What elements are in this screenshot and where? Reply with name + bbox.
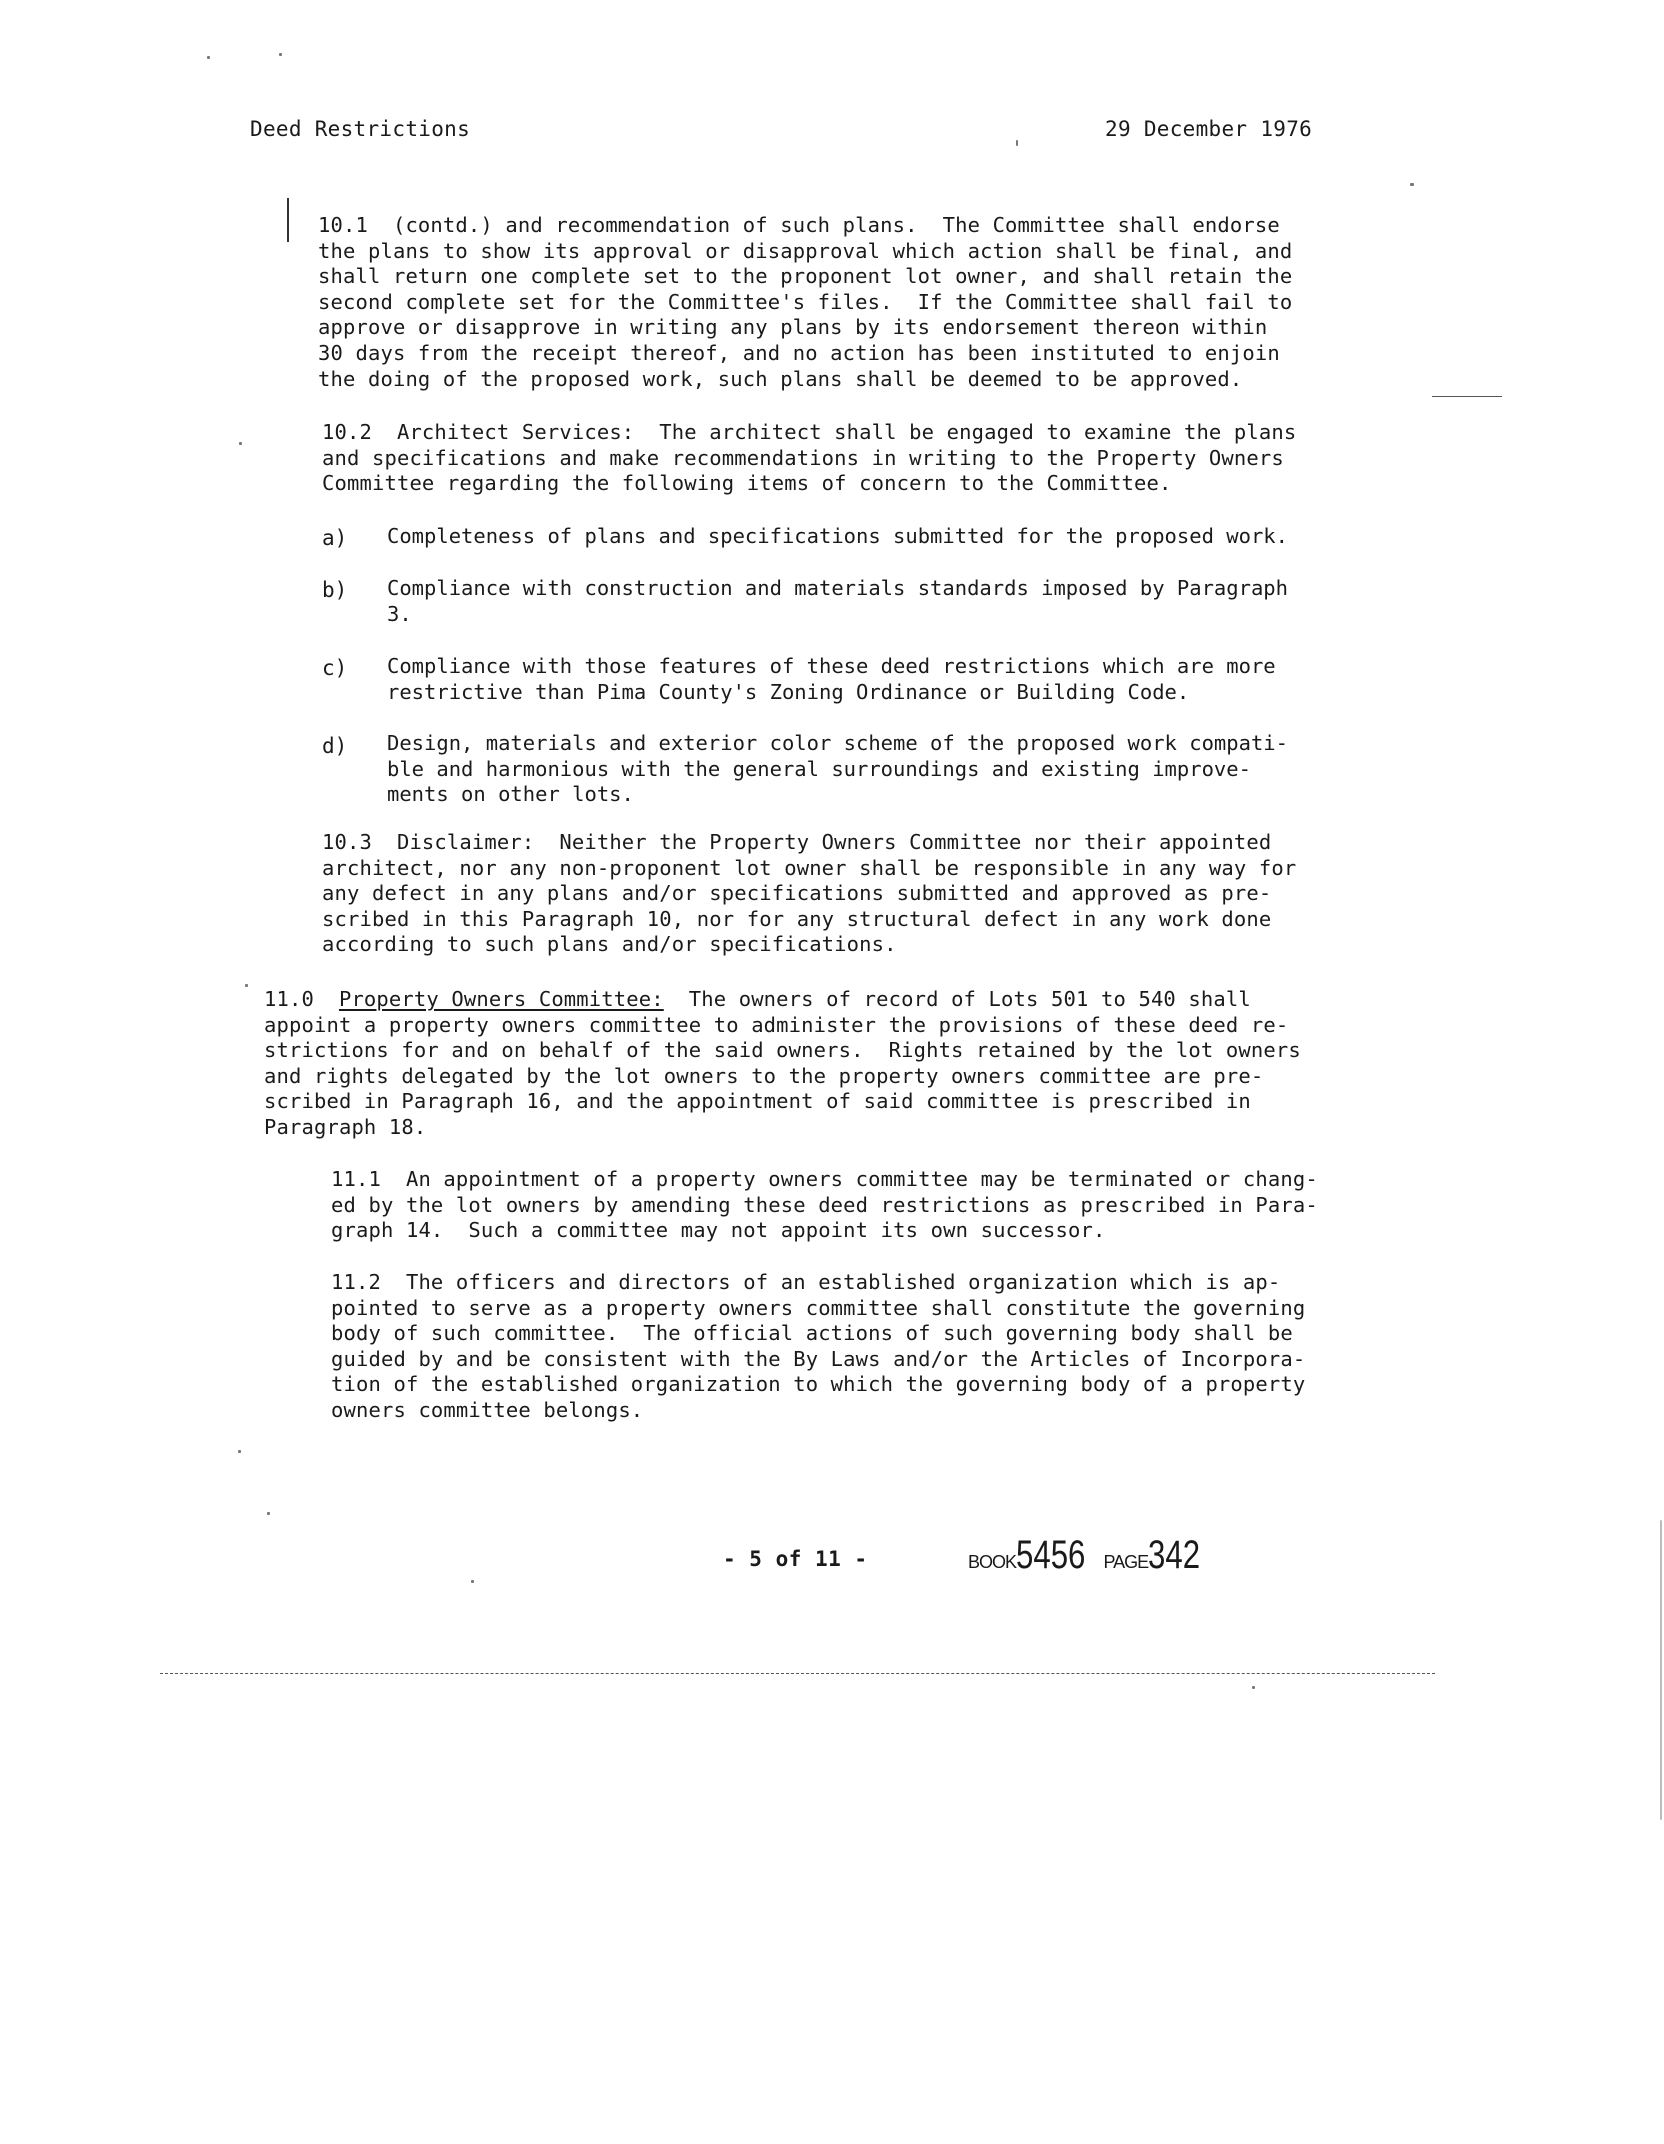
paragraph-line: the doing of the proposed work, such plans shall be deemed to be approved. (318, 366, 1243, 391)
paragraph-line: 11.1 An appointment of a property owners committee may be terminated or chang- (331, 1167, 1318, 1191)
section-11-1 (331, 1167, 1318, 1244)
scan-speck (1016, 140, 1018, 146)
document-title: Deed Restrictions (250, 117, 471, 141)
paragraph-line: ed by the lot owners by amending these deed restrictions as prescribed in Para- (331, 1192, 1318, 1217)
paragraph-line: and specifications and make recommendations in writing to the Property Owners (322, 445, 1284, 470)
book-number: 5456 (1016, 1533, 1086, 1577)
scan-speck (1252, 1686, 1255, 1689)
section-heading-line (264, 987, 1301, 1013)
list-item-line: restrictive than Pima County's Zoning Ordinance or Building Code. (387, 679, 1190, 704)
list-item (387, 576, 1288, 627)
scan-speck (1410, 183, 1414, 186)
list-item-letter: b) (322, 578, 348, 602)
paragraph-line: 10.3 Disclaimer: Neither the Property Owners Committee nor their appointed (322, 830, 1272, 854)
list-item-letter: c) (322, 656, 348, 680)
paragraph-line: approve or disapprove in writing any plans by its endorsement thereon within (318, 315, 1268, 340)
list-item-line: 3. (387, 601, 412, 626)
paragraph-text: The owners of record of Lots 501 to 540 shall (663, 987, 1251, 1011)
section-heading: Property Owners Committee: (338, 987, 664, 1011)
document-date: 29 December 1976 (1105, 117, 1313, 141)
paragraph-line: 10.1 (contd.) and recommendation of such plans. The Committee shall endorse (318, 213, 1280, 237)
section-number: 11.0 (264, 987, 314, 1011)
page-label: PAGE (1103, 1552, 1149, 1572)
scan-speck (245, 984, 248, 987)
paragraph-line: 30 days from the receipt thereof, and no action has been instituted to enjoin (318, 340, 1280, 365)
paragraph-line: Paragraph 18. (264, 1114, 427, 1139)
scan-speck (238, 1450, 241, 1453)
scan-speck (239, 442, 242, 445)
list-item (387, 524, 1288, 550)
scan-speck (279, 53, 282, 56)
section-10-1 (318, 213, 1292, 392)
paragraph-line: the plans to show its approval or disapproval which action shall be final, and (318, 238, 1293, 263)
list-item-line: ments on other lots. (387, 782, 634, 807)
scan-speck (471, 1580, 474, 1583)
stamp-page-number: 342 (1148, 1533, 1201, 1577)
margin-mark (287, 198, 289, 242)
scan-speck (207, 56, 210, 59)
section-11-0 (264, 987, 1301, 1141)
paragraph-line: owners committee belongs. (331, 1397, 644, 1422)
scan-mark (1432, 396, 1502, 397)
list-item-letter: d) (322, 734, 348, 758)
paragraph-line: guided by and be consistent with the By Laws and/or the Articles of Incorpora- (331, 1346, 1306, 1371)
list-item-letter: a) (322, 526, 348, 550)
list-item-line: Compliance with construction and materials standards imposed by Paragraph (387, 576, 1288, 600)
paragraph-line: appoint a property owners committee to administer the provisions of these deed re- (264, 1012, 1289, 1037)
section-10-2 (322, 420, 1296, 497)
paragraph-line: and rights delegated by the lot owners to the property owners committee are pre- (264, 1063, 1264, 1088)
paragraph-line: Committee regarding the following items of concern to the Committee. (322, 471, 1172, 496)
scan-edge (1660, 1520, 1662, 1820)
list-item-line: Design, materials and exterior color scheme of the proposed work compati- (387, 731, 1288, 755)
paragraph-line: graph 14. Such a committee may not appoint its own successor. (331, 1218, 1106, 1243)
paragraph-line: second complete set for the Committee's files. If the Committee shall fail to (318, 289, 1293, 314)
list-item (387, 731, 1288, 808)
book-page-stamp (968, 1533, 1215, 1578)
paragraph-line: strictions for and on behalf of the said owners. Rights retained by the lot owners (264, 1038, 1301, 1063)
paragraph-line: according to such plans and/or specifications. (322, 932, 897, 957)
paragraph-line: 11.2 The officers and directors of an established organization which is ap- (331, 1270, 1281, 1294)
paragraph-line: shall return one complete set to the proponent lot owner, and shall retain the (318, 264, 1293, 289)
list-item-line: Completeness of plans and specifications submitted for the proposed work. (387, 524, 1288, 548)
section-11-2 (331, 1270, 1305, 1424)
paragraph-line: pointed to serve as a property owners committee shall constitute the governing (331, 1295, 1306, 1320)
paragraph-line: scribed in Paragraph 16, and the appointment of said committee is prescribed in (264, 1089, 1251, 1114)
list-item (387, 654, 1276, 705)
list-item-line: Compliance with those features of these deed restrictions which are more (387, 654, 1276, 678)
scan-speck (267, 1512, 270, 1515)
scan-edge-line (160, 1673, 1435, 1674)
section-10-3 (322, 830, 1296, 958)
page-number: - 5 of 11 - (723, 1547, 868, 1571)
paragraph-line: scribed in this Paragraph 10, nor for any structural defect in any work done (322, 906, 1272, 931)
book-label: BOOK (968, 1552, 1017, 1572)
paragraph-line: any defect in any plans and/or specifications submitted and approved as pre- (322, 881, 1272, 906)
paragraph-line: body of such committee. The official actions of such governing body shall be (331, 1321, 1293, 1346)
list-item-line: ble and harmonious with the general surroundings and existing improve- (387, 756, 1251, 781)
paragraph-line: tion of the established organization to which the governing body of a property (331, 1372, 1306, 1397)
paragraph-line: 10.2 Architect Services: The architect shall be engaged to examine the plans (322, 420, 1297, 444)
paragraph-line: architect, nor any non-proponent lot owner shall be responsible in any way for (322, 855, 1297, 880)
